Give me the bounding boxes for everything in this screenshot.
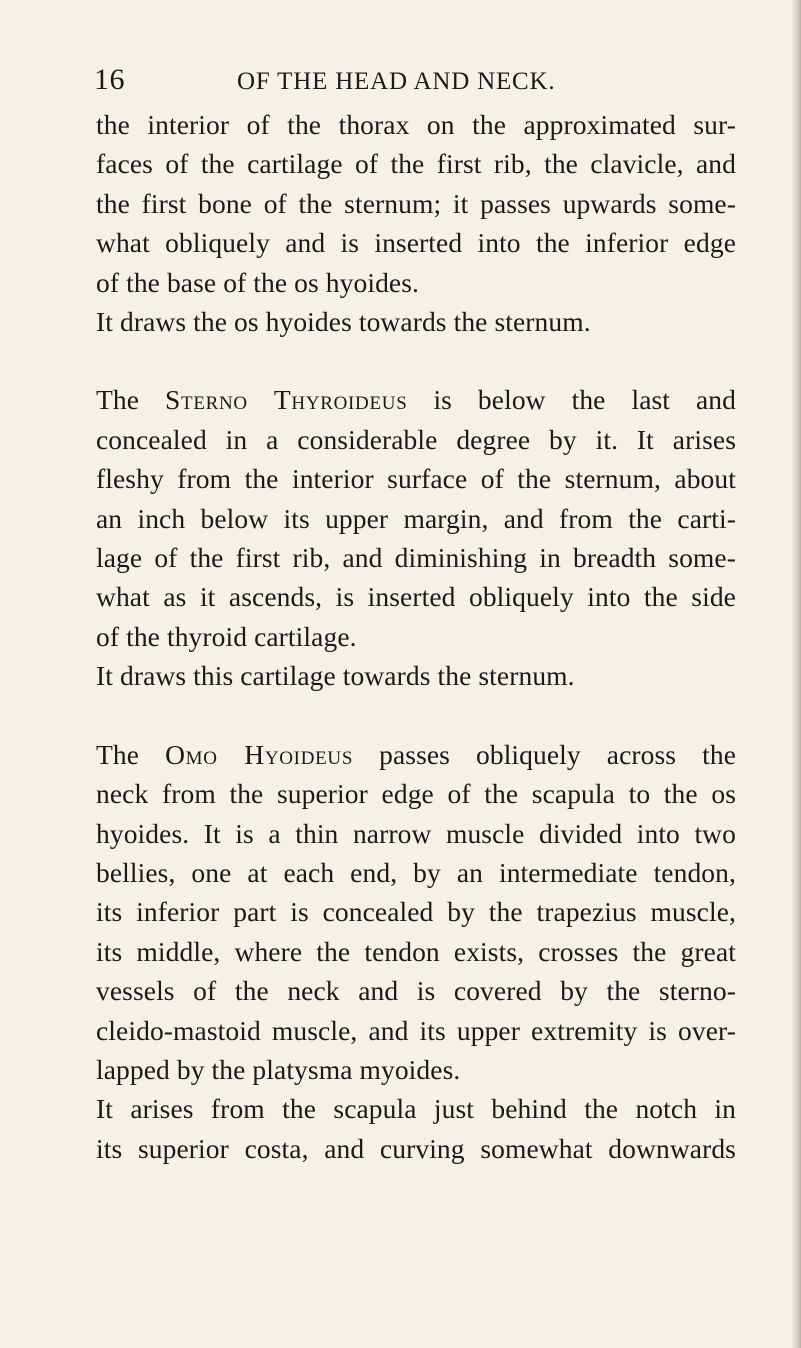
text-line: the interior of the thorax on the approximated sur-	[96, 109, 736, 140]
text-line: its middle, where the tendon exists, crosses the great	[96, 935, 736, 967]
text-line: its inferior part is concealed by the trapezius muscle,	[96, 896, 736, 928]
text-line: the first bone of the sternum; it passes upwards some-	[96, 187, 736, 219]
text-line: what obliquely and is inserted into the inferior edge	[96, 227, 736, 259]
text-line: It draws the os hyoides towards the sternum.	[96, 306, 591, 338]
paragraph-sterno-thyroideus	[96, 380, 736, 656]
muscle-name-sterno-thyroideus: Sterno Thyroideus	[165, 384, 408, 416]
paragraph-action-hyoides	[96, 302, 736, 341]
text-line: vessels of the neck and is covered by the sterno-	[96, 975, 736, 1007]
text-line: It draws this cartilage towards the sternum.	[96, 660, 575, 692]
lead-in-rest: passes obliquely across the	[353, 738, 737, 770]
lead-in-rest: is below the last and	[407, 384, 736, 416]
text-line: lage of the first rib, and diminishing in breadth some-	[96, 542, 736, 574]
text-line: fleshy from the interior surface of the sternum, about	[96, 463, 736, 495]
text-line: cleido-mastoid muscle, and its upper extremity is over-	[96, 1014, 736, 1046]
text-line: what as it ascends, is inserted obliquely into the side	[96, 581, 736, 613]
muscle-name-omo-hyoideus: Omo Hyoideus	[165, 738, 354, 770]
paragraph-gap	[96, 696, 736, 735]
body-text	[96, 105, 736, 1168]
page-number: 16	[94, 63, 125, 96]
text-line-lead	[96, 735, 736, 774]
text-line: faces of the cartilage of the first rib, the clavicle, and	[96, 148, 736, 180]
lead-in-prefix: The	[96, 738, 166, 770]
text-line: of the thyroid cartilage.	[96, 620, 357, 652]
page-header	[94, 60, 734, 100]
text-line: lapped by the platysma myoides.	[96, 1053, 461, 1085]
running-head: OF THE HEAD AND NECK.	[237, 68, 556, 95]
text-line-lead	[96, 380, 736, 419]
paragraph-action-cartilage	[96, 656, 736, 695]
text-line: an inch below its upper margin, and from the carti-	[96, 502, 736, 534]
paragraph-omo-hyoideus	[96, 735, 736, 1090]
paragraph-gap	[96, 341, 736, 380]
text-line: of the base of the os hyoides.	[96, 266, 419, 298]
text-line: concealed in a considerable degree by it. It arises	[96, 423, 736, 455]
text-line: It arises from the scapula just behind the notch in	[96, 1093, 736, 1125]
text-line: its superior costa, and curving somewhat downwards	[96, 1132, 736, 1164]
lead-in-prefix: The	[96, 384, 166, 416]
text-line: hyoides. It is a thin narrow muscle divided into two	[96, 817, 736, 849]
text-line: bellies, one at each end, by an intermediate tendon,	[96, 856, 736, 888]
paragraph-thorax-continuation	[96, 105, 736, 302]
paragraph-omo-origin	[96, 1089, 736, 1168]
text-line: neck from the superior edge of the scapula to the os	[96, 778, 736, 810]
page-edge-shadow	[791, 0, 801, 1348]
